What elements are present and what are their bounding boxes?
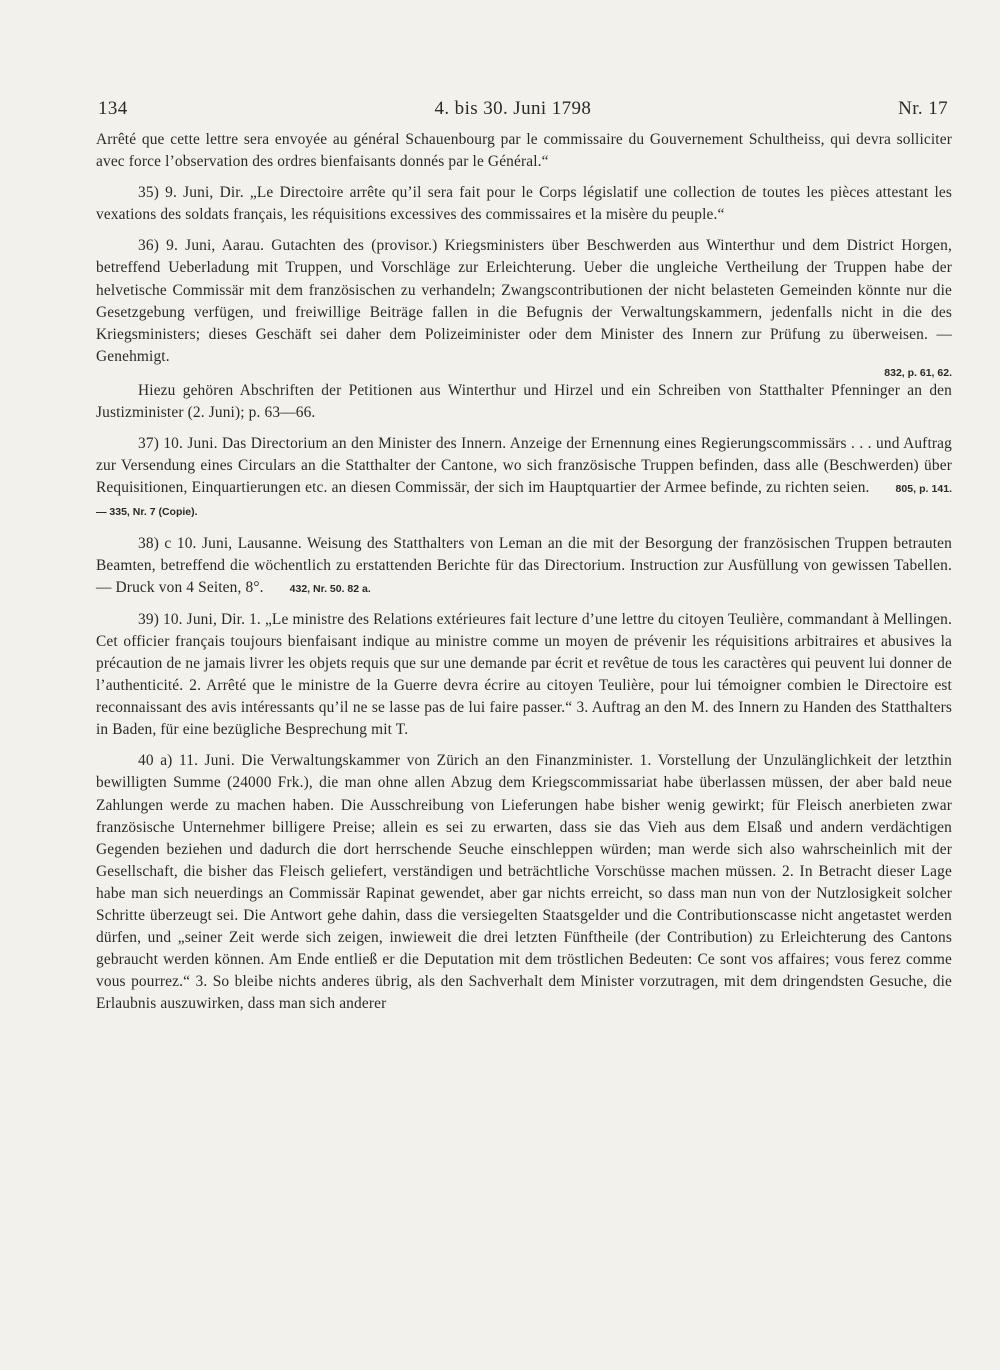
- paragraph-continuation: Arrêté que cette lettre sera envoyée au général Schauenbourg par le commissaire du Gouvernement Schultheiss, qui devra solliciter avec force l’observation des ordres bienfaisants donnés par le Général.“: [96, 131, 952, 171]
- entry-37: [96, 433, 952, 523]
- entry-36-reference: 832, p. 61, 62.: [884, 366, 952, 379]
- entry-39: 39) 10. Juni, Dir. 1. „Le ministre des Relations extérieures fait lecture d’une lettre du citoyen Teulière, commandant à Mellingen. Cet officier français toujours bienfaisant indique au ministre comme un moyen de prévenir les réquisitions arbitraires et abusives la précaution de ne jamais livrer les objets requis que sur une demande par écrit et revêtue de tous les caractères qui peuvent lui donner de l’authenticité. 2. Arrêté que le ministre de la Guerre devra écrire au citoyen Teulière, pour lui témoigner combien le Directoire est reconnaissant des avis intéressants qu’il ne se lasse pas de lui faire passer.“ 3. Auftrag an den M. des Innern zu Handen des Statthalters in Baden, für eine bezügliche Besprechung mit T.: [96, 610, 952, 739]
- entry-37-text: 37) 10. Juni. Das Directorium an den Minister des Innern. Anzeige der Ernennung eines Regierungscommissärs . . . und Auftrag zur Versendung eines Circulars an die Statthalter der Cantone, wo sich französische Truppen befinden, dass alle (Beschwerden) über Requisitionen, Einquartierungen etc. an diesen Commissär, der sich im Hauptquartier der Armee befinde, zu richten seien.: [96, 435, 952, 497]
- page-number: 134: [98, 98, 128, 119]
- entry-36: [96, 235, 952, 368]
- entry-38-text: 38) c 10. Juni, Lausanne. Weisung des Statthalters von Leman an die mit der Besorgung der französischen Truppen betrauten Beamten, betreffend die wöchentlich zu erstattenden Berichte für das Directorium. Instruction zur Ausfüllung von gewissen Tabellen. — Druck von 4 Seiten, 8°.: [96, 534, 952, 596]
- page-header: [98, 98, 948, 120]
- entry-35: 35) 9. Juni, Dir. „Le Directoire arrête qu’il sera fait pour le Corps législatif une collection de toutes les pièces attestant les vexations des soldats français, les réquisitions excessives des commissaires et la misère du peuple.“: [96, 184, 952, 224]
- issue-number: Nr. 17: [898, 98, 948, 119]
- entry-38-reference: 432, Nr. 50. 82 a.: [289, 582, 371, 595]
- entry-40a: 40 a) 11. Juni. Die Verwaltungskammer von Zürich an den Finanzminister. 1. Vorstellung der Unzulänglichkeit der letzthin bewilligten Summe (24000 Frk.), die man ohne allen Abzug dem Kriegscommissariat habe überlassen müssen, der aber bald neue Zahlungen werde zu machen haben. Die Ausschreibung von Lieferungen habe bisher wenig gewirkt; für Fleisch anerbieten zwar französische Unternehmer billigere Preise; allein es sei zu erwarten, dass sie das Vieh aus dem Elsaß und andern verdächtigen Gegenden beziehen und dadurch die dort herrschende Seuche einschleppen würden; man werde sich also wahrscheinlich mit der Gesellschaft, die bisher das Fleisch geliefert, verständigen und beträchtliche Vorschüsse machen müssen. 2. In Betracht dieser Lage habe man sich neuerdings an Commissär Rapinat gewendet, aber gar nichts erreicht, so dass man nun von der Nutzlosigkeit solcher Schritte überzeugt sei. Die Antwort gehe dahin, dass die versiegelten Staatsgelder und die Contributionscasse nicht angetastet werden dürfen, und „seiner Zeit werde sich zeigen, inwieweit die drei letzten Fünftheile (der Contribution) zu Erleichterung des Cantons gebraucht werden können. Am Ende entließ er die Deputation mit dem tröstlichen Bedeuten: Ce sont vos affaires; vous ferez comme vous pourrez.“ 3. So bleibe nichts anderes übrig, als den Sachverhalt dem Minister vorzutragen, mit dem dringendsten Gesuche, die Erlaubnis auszuwirken, dass man sich anderer: [96, 752, 952, 1013]
- page-body: [96, 129, 952, 1015]
- entry-37-reference: 805, p. 141. — 335, Nr. 7 (Copie).: [96, 483, 952, 519]
- entry-36-note: Hiezu gehören Abschriften der Petitionen aus Winterthur und Hirzel und ein Schreiben von Statthalter Pfenninger an den Justizminister (2. Juni); p. 63—66.: [96, 381, 952, 422]
- entry-36-text: 36) 9. Juni, Aarau. Gutachten des (provisor.) Kriegsministers über Beschwerden aus Winterthur und dem District Horgen, betreffend Ueberladung mit Truppen, und Vorschläge zur Erleichterung. Ueber die ungleiche Vertheilung der Truppen habe der helvetische Commissär mit dem französischen zu verhandeln; Zwangscontributionen der nicht belasteten Gemeinden könnte nur die Gesetzgebung verfügen, und freiwillige Beiträge fallen in die Befugnis der Verwaltungskammern, jedenfalls nicht in die des Kriegsministers; dieses Geschäft sei daher dem Polizeiminister oder dem Minister des Innern zur Prüfung zu überweisen. — Genehmigt.: [96, 237, 952, 365]
- entry-38: [96, 533, 952, 600]
- running-title: 4. bis 30. Juni 1798: [434, 98, 592, 119]
